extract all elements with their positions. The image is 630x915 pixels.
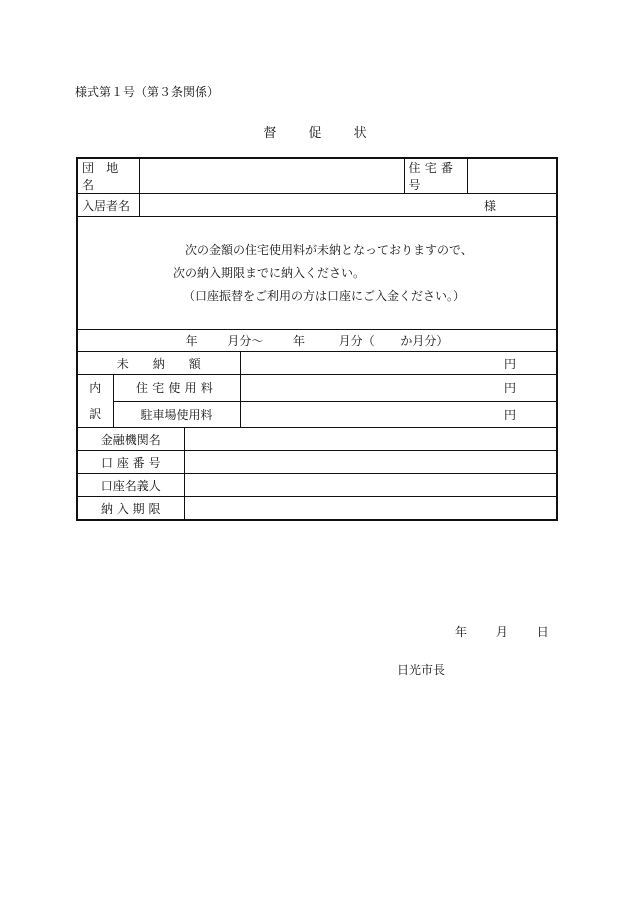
yen-unit: 円 — [504, 381, 517, 396]
label-nyukyosha: 入居者名 — [77, 194, 139, 217]
label-jutaku-bango: 住宅番号 — [404, 158, 467, 194]
value-danchi[interactable] — [139, 158, 404, 194]
breakdown-char: 内 — [89, 381, 102, 395]
title-char: 督 — [263, 126, 277, 141]
date-year: 年 — [455, 625, 468, 639]
label-institution: 金融機関名 — [77, 428, 184, 451]
date-day: 日 — [536, 625, 549, 639]
notice-form-table — [76, 157, 558, 521]
document-title — [0, 122, 630, 141]
label-parking-fee: 駐車場使用料 — [113, 401, 240, 428]
value-account-no[interactable] — [184, 451, 557, 474]
title-char: 状 — [353, 126, 367, 141]
notice-line: （口座振替をご利用の方は口座にご入金ください。） — [183, 288, 466, 303]
period-year1: 年 — [185, 334, 198, 348]
issue-date — [455, 623, 549, 640]
label-housing-fee: 住宅使用料 — [113, 375, 240, 402]
label-account-holder: 口座名義人 — [77, 474, 184, 497]
notice-line: 次の納入期限までに納入ください。 — [173, 265, 366, 280]
period-months: か月分） — [400, 334, 449, 348]
honorific-sama: 様 — [484, 198, 497, 213]
billing-period — [77, 330, 557, 352]
notice-text — [77, 217, 557, 330]
value-account-holder[interactable] — [184, 474, 557, 497]
form-reference: 様式第１号（第３条関係） — [75, 85, 220, 99]
yen-unit: 円 — [504, 356, 517, 371]
label-breakdown — [77, 375, 113, 428]
label-unpaid: 未 納 額 — [77, 352, 240, 375]
period-month1: 月分〜 — [227, 334, 264, 348]
label-deadline: 納 入 期 限 — [77, 497, 184, 521]
title-char: 促 — [308, 126, 322, 141]
value-housing-fee[interactable] — [240, 375, 557, 402]
period-month2: 月分（ — [338, 334, 375, 348]
date-month: 月 — [495, 625, 508, 639]
value-unpaid[interactable] — [240, 352, 557, 375]
label-account-no: 口 座 番 号 — [77, 451, 184, 474]
period-year2: 年 — [293, 334, 306, 348]
value-institution[interactable] — [184, 428, 557, 451]
issuer-name: 日光市長 — [397, 663, 446, 677]
yen-unit: 円 — [504, 407, 517, 422]
value-jutaku-bango[interactable] — [467, 158, 557, 194]
value-nyukyosha[interactable] — [139, 194, 557, 217]
label-danchi: 団 地 名 — [77, 158, 139, 194]
value-parking-fee[interactable] — [240, 401, 557, 428]
notice-line: 次の金額の住宅使用料が未納となっておりますので、 — [185, 242, 473, 257]
value-deadline[interactable] — [184, 497, 557, 521]
breakdown-char: 訳 — [89, 407, 102, 421]
